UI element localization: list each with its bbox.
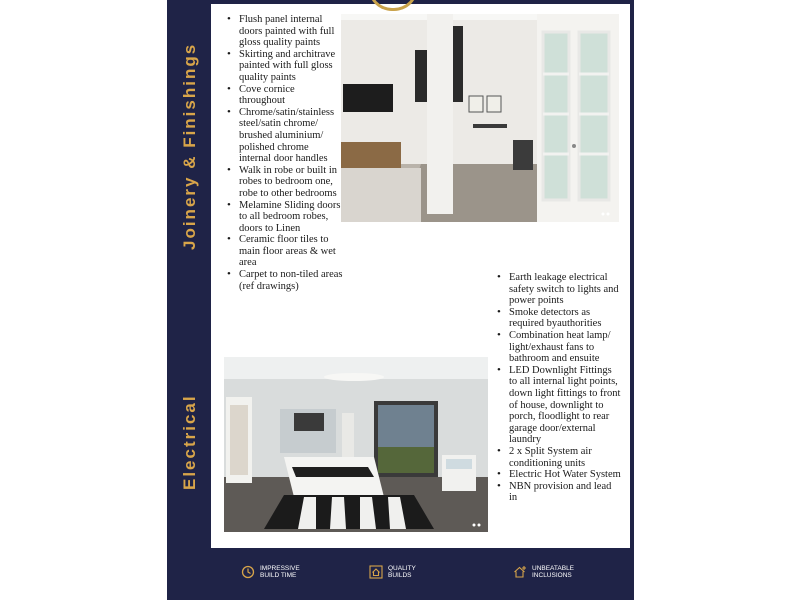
top-strip <box>211 0 634 4</box>
list-item: • Cove cornice throughout <box>225 84 343 107</box>
house-plus-icon <box>513 565 527 579</box>
house-icon <box>369 565 383 579</box>
list-item: • Chrome/satin/stainless steel/satin chrome/ brushed aluminium/ polished chrome internal door handles <box>225 107 343 165</box>
section-title-electrical: Electrical <box>180 394 199 490</box>
feature-text: INCLUSIONS <box>532 572 572 579</box>
list-item: • 2 x Split System air conditioning units <box>495 446 621 469</box>
list-item: • Combination heat lamp/ light/exhaust fans to bathroom and ensuite <box>495 330 621 365</box>
feature-text: BUILD TIME <box>260 572 297 579</box>
bedroom-photo <box>224 357 488 532</box>
list-item: • Earth leakage electrical safety switch to lights and power points <box>495 272 621 307</box>
list-item: • Electric Hot Water System <box>495 469 621 481</box>
right-strip <box>630 0 634 548</box>
feature-text: IMPRESSIVE <box>260 565 300 572</box>
feature-build-time <box>241 565 300 579</box>
feature-inclusions <box>513 565 574 579</box>
section-title-joinery: Joinery & Finishings <box>180 42 199 250</box>
feature-text: UNBEATABLE <box>532 565 575 572</box>
feature-quality <box>369 565 416 579</box>
list-item: • Carpet to non-tiled areas (ref drawings) <box>225 269 343 292</box>
living-room-photo <box>341 14 619 222</box>
list-item: • Ceramic floor tiles to main floor areas & wet area <box>225 234 343 269</box>
list-item: • Skirting and architrave painted with full gloss quality paints <box>225 49 343 84</box>
list-item: • Walk in robe or built in robes to bedroom one, robe to other bedrooms <box>225 165 343 200</box>
feature-text: BUILDS <box>388 572 412 579</box>
joinery-list <box>225 14 343 292</box>
list-item: • Smoke detectors as required byauthorities <box>495 307 621 330</box>
clock-icon <box>241 565 255 579</box>
list-item: • Melamine Sliding doors to all bedroom robes, doors to Linen <box>225 200 343 235</box>
feature-text: QUALITY <box>388 565 416 572</box>
list-item: • NBN provision and lead in <box>495 481 621 504</box>
list-item: • LED Downlight Fittings to all internal light points, down light fittings to front of house, downlight to porch, floodlight to rear garage door/external laundry <box>495 365 621 446</box>
electrical-list <box>495 272 621 504</box>
list-item: • Flush panel internal doors painted with full gloss quality paints <box>225 14 343 49</box>
